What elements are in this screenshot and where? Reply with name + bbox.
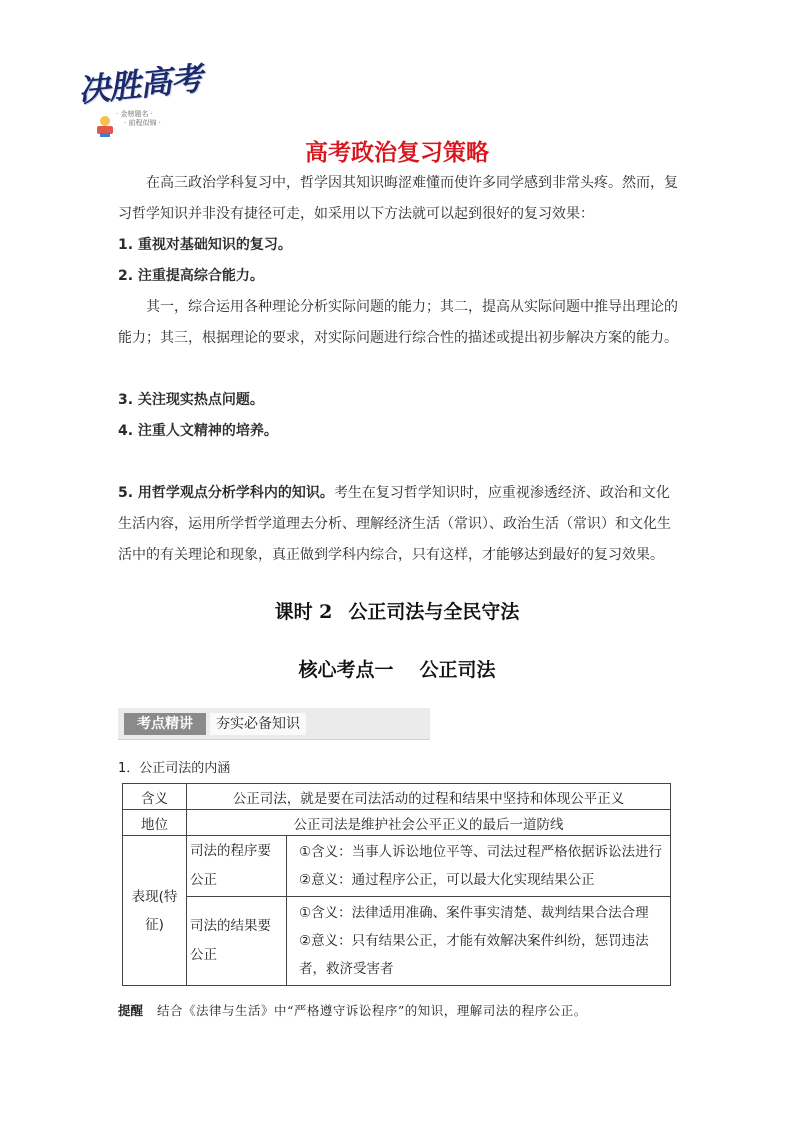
point-5-body: 考生在复习哲学知识时，应重视渗透经济、政治和文化生活内容，运用所学哲学道理去分析、理解经济生活（常识）、政治生活（常识）和文化生活中的有关理论和现象，真正做到学科内综合，只有这样，才能够达到最好的复习效果。: [118, 485, 671, 563]
point-2-detail: 其一，综合运用各种理论分析实际问题的能力；其二，提高从实际问题中推导出理论的能力；其三，根据理论的要求，对实际问题进行综合性的描述或提出初步解决方案的能力。: [118, 299, 678, 346]
justice-table: [122, 783, 671, 986]
point-1: 1. 重视对基础知识的复习。: [118, 237, 292, 253]
table-row: [123, 836, 671, 897]
result-label: 司法的结果要公正: [187, 897, 287, 986]
meaning-label: 含义: [123, 784, 187, 810]
lesson-heading: [0, 597, 794, 624]
status-label: 地位: [123, 810, 187, 836]
table-row: [123, 784, 671, 810]
meaning-text: 公正司法，就是要在司法活动的过程和结果中坚持和体现公平正义: [187, 784, 671, 810]
logo-text: 决胜高考: [76, 59, 204, 110]
result-meaning: ①含义：法律适用准确、案件事实清楚、裁判结果合法合理: [299, 905, 649, 921]
core-point-title: 公正司法: [419, 659, 496, 681]
tip-text: 结合《法律与生活》中“严格遵守诉讼程序”的知识，理解司法的程序公正。: [157, 1003, 587, 1018]
point-5: [118, 478, 678, 571]
procedure-label: 司法的程序要公正: [187, 836, 287, 897]
logo-subtitle: [116, 110, 176, 128]
table-row: [123, 897, 671, 986]
core-point-heading: [0, 655, 794, 682]
point-3: 3. 关注现实热点问题。: [118, 392, 264, 408]
tip-note: [118, 1001, 587, 1019]
tip-tag: 提醒: [118, 1003, 144, 1018]
lesson-label: 课时 2: [274, 601, 333, 623]
status-text: 公正司法是维护社会公平正义的最后一道防线: [187, 810, 671, 836]
procedure-significance: ②意义：通过程序公正，可以最大化实现结果公正: [299, 872, 595, 888]
banner-divider: [118, 739, 430, 740]
logo-sub-line-1: · 金榜题名 ·: [116, 110, 153, 118]
point-5-heading: 5. 用哲学观点分析学科内的知识。: [118, 485, 334, 501]
banner-label: 夯实必备知识: [210, 713, 306, 735]
intro-paragraph: 在高三政治学科复习中，哲学因其知识晦涩难懂而使许多同学感到非常头疼。然而，复习哲学知识并非没有捷径可走，如采用以下方法就可以起到很好的复习效果：: [118, 175, 678, 222]
result-significance: ②意义：只有结果公正，才能有效解决案件纠纷，惩罚违法者，救济受害者: [299, 933, 649, 977]
point-4: 4. 注重人文精神的培养。: [118, 423, 278, 439]
point-2: 2. 注重提高综合能力。: [118, 268, 264, 284]
banner-tag: 考点精讲: [124, 713, 206, 735]
section-heading: 1．公正司法的内涵: [118, 761, 231, 776]
logo-sub-line-2: · 前程似锦 ·: [124, 119, 161, 127]
procedure-meaning: ①含义：当事人诉讼地位平等、司法过程严格依据诉讼法进行: [299, 844, 663, 860]
result-content: [287, 897, 671, 986]
core-point-label: 核心考点一: [298, 659, 394, 681]
section-banner: [118, 708, 430, 740]
table-row: [123, 810, 671, 836]
procedure-content: [287, 836, 671, 897]
page-title: 高考政治复习策略: [305, 140, 489, 166]
performance-label: 表现(特征): [123, 836, 187, 986]
lesson-title: 公正司法与全民守法: [348, 601, 520, 623]
